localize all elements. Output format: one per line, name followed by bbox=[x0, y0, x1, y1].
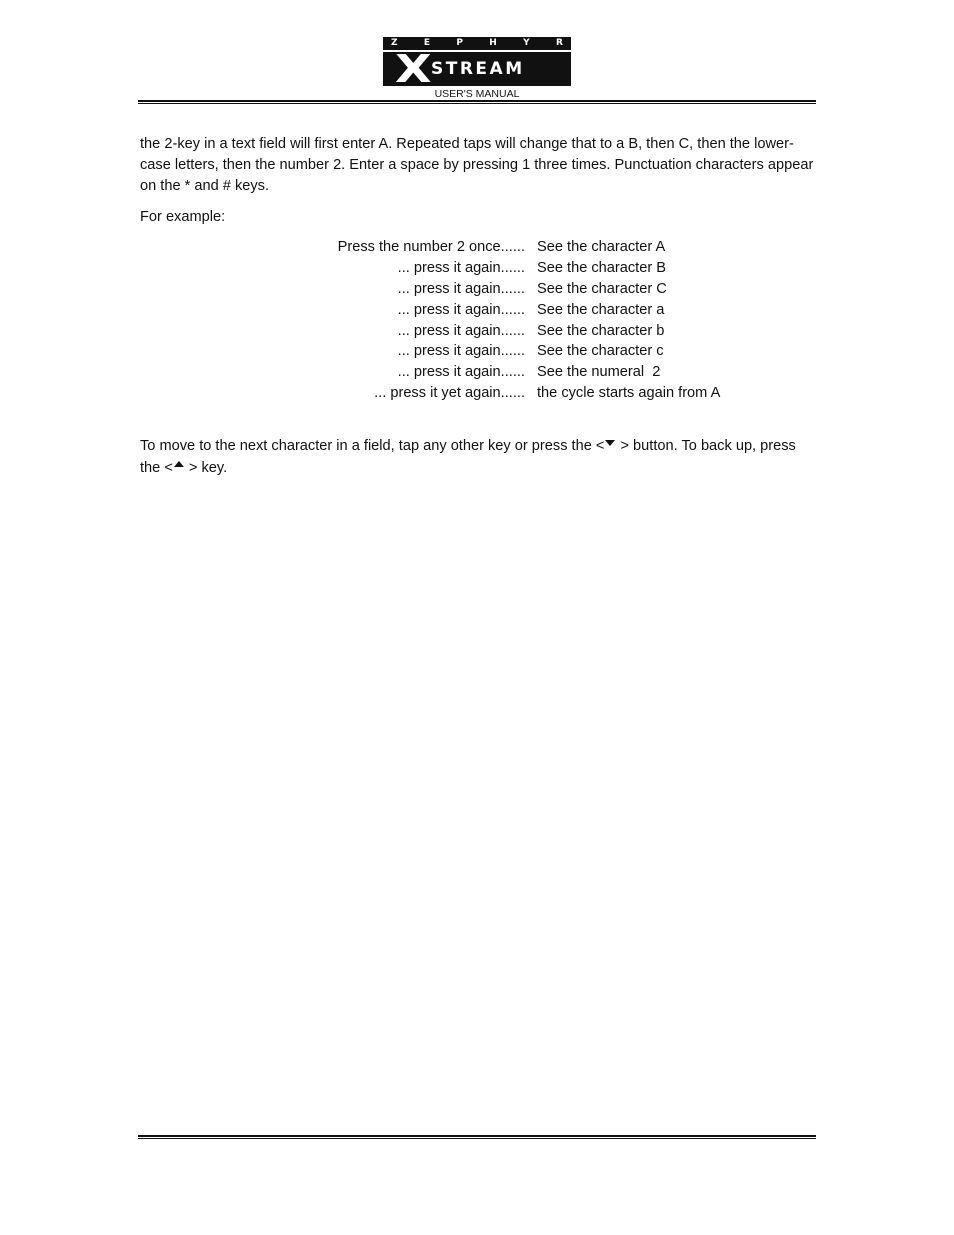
down-triangle-icon bbox=[605, 440, 615, 446]
example-action: ... press it again...... bbox=[397, 280, 525, 297]
logo-x-mark: X bbox=[395, 52, 432, 86]
example-result: the cycle starts again from A bbox=[537, 385, 721, 402]
example-action: ... press it again...... bbox=[397, 322, 525, 339]
logo-letter: P bbox=[456, 38, 463, 48]
example-result: See the character C bbox=[537, 280, 667, 297]
example-result: See the character b bbox=[537, 322, 665, 339]
example-row bbox=[260, 237, 800, 258]
nav-text-part1: To move to the next character in a field, tap any other key or press the < bbox=[140, 438, 605, 454]
navigation-paragraph bbox=[140, 435, 816, 479]
example-result: See the character A bbox=[537, 239, 666, 255]
logo-letter: H bbox=[489, 38, 497, 48]
example-action: ... press it again...... bbox=[397, 259, 525, 276]
example-result: See the character B bbox=[537, 259, 666, 276]
logo-zephyr-band bbox=[383, 37, 571, 50]
example-row bbox=[260, 258, 800, 279]
example-action: ... press it yet again...... bbox=[374, 385, 525, 402]
logo-letter: E bbox=[423, 38, 431, 48]
up-triangle-icon bbox=[174, 461, 184, 467]
example-action: Press the number 2 once...... bbox=[337, 239, 525, 255]
intro-paragraph: the 2-key in a text field will first enter A. Repeated taps will change that to a B, then C, then the lower-case letters, then the number 2. Enter a space by pressing 1 three times. Punctuation characters appear on the * and # keys. bbox=[140, 136, 814, 194]
header-rule bbox=[138, 100, 816, 104]
logo-letter: Z bbox=[391, 38, 398, 48]
zephyr-xstream-logo bbox=[383, 37, 571, 86]
example-result: See the character a bbox=[537, 301, 665, 318]
logo-stream-word: STREAM bbox=[431, 59, 525, 79]
logo-letter: Y bbox=[523, 38, 530, 48]
example-row bbox=[260, 383, 800, 404]
footer-rule bbox=[138, 1135, 816, 1139]
example-action: ... press it again...... bbox=[397, 364, 525, 381]
example-row bbox=[260, 300, 800, 321]
example-table bbox=[260, 237, 800, 404]
example-row bbox=[260, 341, 800, 362]
example-action: ... press it again...... bbox=[397, 343, 525, 360]
logo-xstream-band bbox=[383, 52, 571, 86]
nav-text-part3: > key. bbox=[184, 460, 228, 476]
nav-text-part2: > button. To back up, press the < bbox=[140, 438, 796, 476]
manual-subtitle: USER'S MANUAL bbox=[434, 88, 520, 100]
example-row bbox=[260, 279, 800, 300]
example-row bbox=[260, 362, 800, 383]
example-result: See the character c bbox=[537, 343, 664, 360]
example-heading: For example: bbox=[140, 209, 226, 225]
example-result: See the numeral 2 bbox=[537, 364, 661, 381]
example-action: ... press it again...... bbox=[397, 301, 525, 318]
logo-letter: R bbox=[556, 38, 563, 48]
example-row bbox=[260, 321, 800, 342]
